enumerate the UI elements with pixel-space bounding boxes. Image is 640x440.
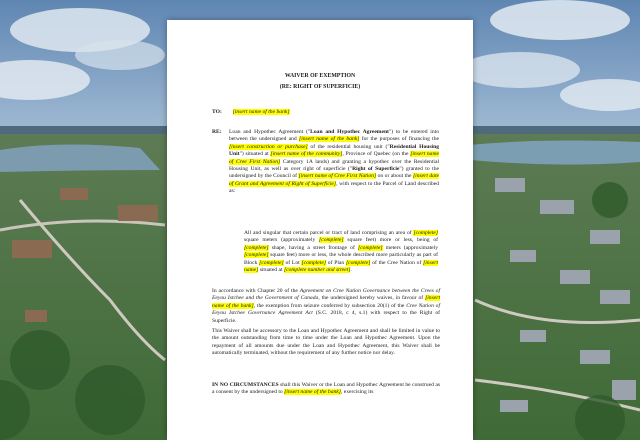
to-value-placeholder: [insert name of the bank] — [232, 109, 290, 115]
quote-text: square feet) more or less, the whole described more particularly as part of Block — [244, 252, 438, 266]
document-title: WAIVER OF EXEMPTION — [284, 73, 356, 79]
re-placeholder: [insert name of Cree First Nation] — [229, 151, 439, 165]
quote-placeholder: [complete] — [319, 237, 344, 244]
quote-text: . — [350, 267, 352, 274]
re-defined-term: Right of Superficie — [352, 166, 400, 173]
re-text: on or about the — [376, 173, 413, 180]
para-placeholder: [insert name of the bank] — [284, 389, 341, 396]
quote-placeholder: [complete] — [345, 259, 371, 266]
act-title: Cree Nation of Eeyou Istchee Governance Agreement Act — [212, 302, 441, 317]
re-text: ") granted to the undersigned by the Council of — [229, 166, 439, 180]
quote-placeholder: [complete] — [358, 244, 383, 251]
re-placeholder: [insert name of Cree First Nation] — [298, 173, 377, 180]
land-description-quote — [244, 230, 438, 274]
para-text: , the undersigned hereby waives, in favour of — [318, 295, 426, 302]
re-placeholder: [insert construction or purchase] — [229, 143, 308, 150]
quote-placeholder: [complete number and street] — [283, 267, 351, 274]
re-text: , with respect to the Parcel of Land described as: — [229, 180, 439, 195]
quote-text: situated at — [258, 267, 284, 274]
re-placeholder: [insert name of the community] — [270, 151, 343, 158]
to-label: TO: — [212, 109, 222, 115]
quote-text: square feet) more or less, being of — [343, 237, 438, 244]
quote-text: shape, having a street frontage of — [268, 244, 359, 251]
quote-placeholder: [complete] — [413, 230, 438, 236]
re-text: ") situated at — [239, 151, 271, 158]
para-text: shall this Waiver or the Loan and Hypothec Agreement be construed as a consent by the undersigned to — [212, 382, 441, 396]
quote-placeholder: [complete] — [259, 259, 284, 266]
quote-text: of Lot — [283, 259, 302, 266]
para-placeholder: [insert name of the bank] — [212, 295, 440, 309]
re-text: Loan and Hypothec Agreement (" — [229, 129, 311, 135]
quote-placeholder: [complete] — [244, 244, 269, 251]
to-line — [212, 109, 290, 116]
quote-text: square meters (approximately — [244, 237, 320, 244]
quote-text: of the Cree Nation of — [370, 259, 424, 266]
quote-placeholder: [insert name] — [244, 259, 438, 274]
re-text: ") to be entered into between the undersigned and — [229, 129, 439, 143]
quote-text: of Plan — [326, 259, 346, 266]
para-text: (S.C. 2018, c 4, s.1) with respect to the Right of Superficie. — [212, 310, 440, 324]
paragraph-circumstances — [212, 382, 440, 397]
re-label: RE: — [212, 129, 222, 135]
re-paragraph — [229, 129, 439, 196]
quote-placeholder: [complete] — [244, 252, 269, 259]
re-defined-term: Residential Housing Unit — [229, 143, 440, 158]
para-text: , exercising its — [340, 389, 374, 396]
quote-text: meters (approximately — [382, 244, 438, 251]
re-text: of the residential housing unit (" — [307, 143, 390, 150]
re-text: for the purposes of financing the — [359, 136, 439, 143]
re-placeholder: [insert date of Grant and Agreement of Right of Superficie] — [229, 173, 439, 187]
re-defined-term: Loan and Hypothec Agreement — [310, 129, 389, 135]
document-page — [167, 20, 473, 440]
re-text: Category 1A lands) and granting a hypothec over the Residential Housing Unit, as well as over right of superficie (" — [229, 158, 439, 173]
re-text: , Province of Quebec (on the — [342, 151, 411, 158]
re-placeholder: [insert name of the bank] — [299, 136, 360, 143]
emphasis-text: IN NO CIRCUMSTANCES — [212, 382, 279, 388]
paragraph-accessory: This Waiver shall be accessory to the Loan and Hypothec Agreement and shall be limited in value to the amount outstanding from time to time under the Loan and Hypothec Agreement. Upon the repayment of all amounts due under the Loan and Hypothec Agreement, this Waiver shall be automatically terminated, without the requirement of any further notice nor delay. — [212, 328, 440, 357]
paragraph-waiver — [212, 288, 440, 325]
agreement-title: Agreement on Cree Nation Governance between the Crees of Eeyou Istchee and the Government of Canada — [212, 288, 440, 302]
quote-placeholder: [complete] — [301, 259, 326, 266]
document-subtitle: (RE: RIGHT OF SUPERFICIE) — [279, 84, 361, 90]
para-text: In accordance with Chapter 20 of the — [212, 288, 300, 294]
para-text: , the exemption from seizure conferred by subsection 20(1) of the — [253, 302, 407, 309]
quote-text: All and singular that certain parcel or tract of land comprising an area of — [244, 230, 414, 236]
